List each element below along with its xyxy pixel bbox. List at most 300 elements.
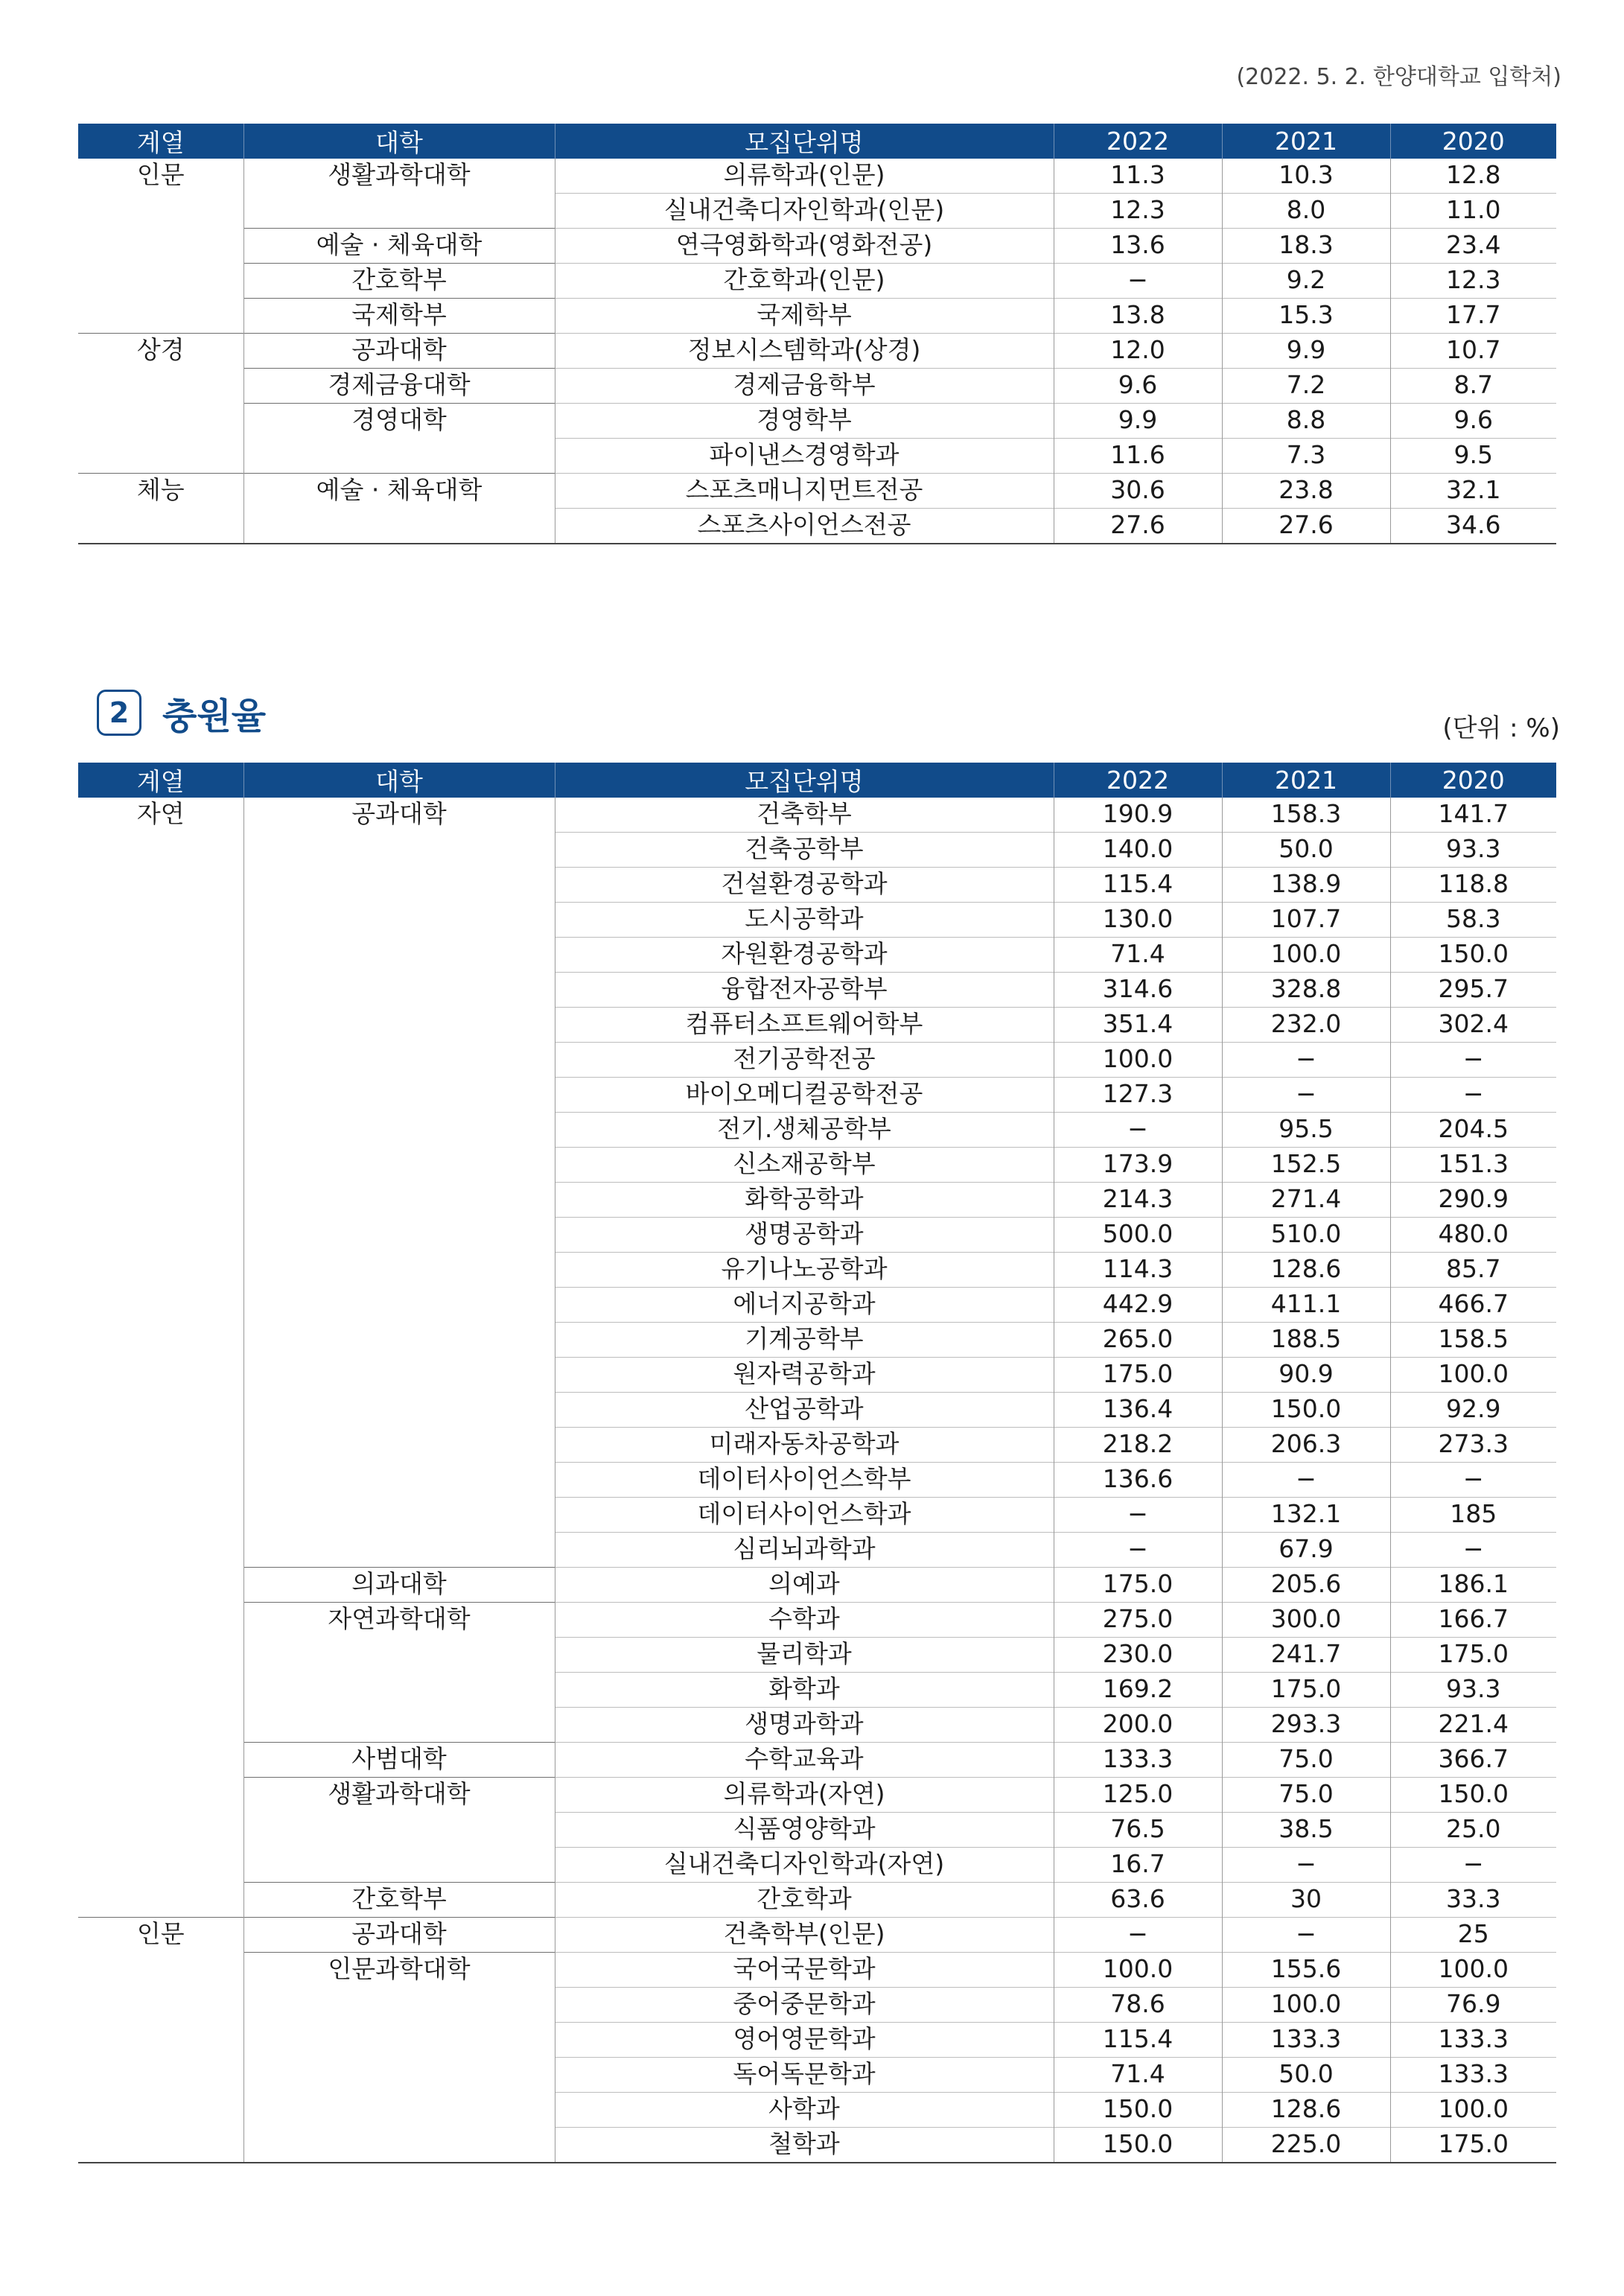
college-cell: 국제학부 [243,299,555,334]
value-2020-cell: 221.4 [1390,1708,1556,1743]
value-2022-cell: 230.0 [1054,1638,1222,1673]
category-cell [78,299,243,334]
unit-cell: 의류학과(인문) [555,159,1054,194]
table-row [78,1113,1556,1148]
value-2020-cell: 12.3 [1390,264,1556,299]
category-cell [78,404,243,439]
value-2020-cell: 9.6 [1390,404,1556,439]
unit-cell: 스포츠사이언스전공 [555,509,1054,544]
table-row [78,1078,1556,1113]
category-cell [78,1428,243,1463]
header-2022: 2022 [1054,763,1222,798]
value-2021-cell: 9.2 [1222,264,1390,299]
college-cell: 경영대학 [243,404,555,439]
college-cell [243,1393,555,1428]
value-2020-cell: 158.5 [1390,1323,1556,1358]
unit-cell: 자원환경공학과 [555,938,1054,973]
value-2022-cell: 265.0 [1054,1323,1222,1358]
table-row [78,474,1556,509]
fill-rate-table [78,763,1556,2163]
value-2020-cell: 93.3 [1390,1673,1556,1708]
table-row [78,833,1556,868]
college-cell [243,1673,555,1708]
value-2022-cell: 442.9 [1054,1288,1222,1323]
value-2021-cell: − [1222,1463,1390,1498]
unit-cell: 전기.생체공학부 [555,1113,1054,1148]
college-cell [243,439,555,474]
unit-cell: 유기나노공학과 [555,1253,1054,1288]
value-2022-cell: 175.0 [1054,1568,1222,1603]
category-cell [78,1533,243,1568]
unit-cell: 바이오메디컬공학전공 [555,1078,1054,1113]
unit-cell: 실내건축디자인학과(인문) [555,194,1054,229]
college-cell [243,1533,555,1568]
college-cell [243,1008,555,1043]
table-row [78,798,1556,833]
table-row [78,1323,1556,1358]
value-2021-cell: 50.0 [1222,833,1390,868]
table-header [78,124,1556,159]
table-row [78,1778,1556,1813]
table-row [78,903,1556,938]
value-2022-cell: 115.4 [1054,2023,1222,2058]
table-row [78,1673,1556,1708]
value-2021-cell: − [1222,1918,1390,1953]
category-cell [78,439,243,474]
category-cell [78,1218,243,1253]
value-2021-cell: 188.5 [1222,1323,1390,1358]
value-2020-cell: 25.0 [1390,1813,1556,1848]
table-row [78,2128,1556,2163]
college-cell: 경제금융대학 [243,369,555,404]
value-2022-cell: 13.8 [1054,299,1222,334]
value-2022-cell: 13.6 [1054,229,1222,264]
value-2022-cell: 12.3 [1054,194,1222,229]
value-2020-cell: 23.4 [1390,229,1556,264]
value-2020-cell: 204.5 [1390,1113,1556,1148]
section-title [97,687,266,739]
category-cell [78,1813,243,1848]
value-2021-cell: 95.5 [1222,1113,1390,1148]
value-2021-cell: 510.0 [1222,1218,1390,1253]
value-2021-cell: 90.9 [1222,1358,1390,1393]
unit-cell: 화학공학과 [555,1183,1054,1218]
unit-cell: 식품영양학과 [555,1813,1054,1848]
value-2022-cell: 173.9 [1054,1148,1222,1183]
category-cell [78,1358,243,1393]
value-2021-cell: 205.6 [1222,1568,1390,1603]
value-2021-cell: 132.1 [1222,1498,1390,1533]
category-cell [78,1043,243,1078]
unit-cell: 간호학과 [555,1883,1054,1918]
value-2022-cell: − [1054,264,1222,299]
unit-cell: 융합전자공학부 [555,973,1054,1008]
value-2021-cell: 328.8 [1222,973,1390,1008]
value-2021-cell: 128.6 [1222,2093,1390,2128]
college-cell [243,1358,555,1393]
value-2022-cell: 100.0 [1054,1043,1222,1078]
college-cell [243,194,555,229]
value-2022-cell: 175.0 [1054,1358,1222,1393]
value-2021-cell: 75.0 [1222,1778,1390,1813]
college-cell [243,868,555,903]
unit-cell: 도시공학과 [555,903,1054,938]
table-row [78,1603,1556,1638]
category-cell [78,1498,243,1533]
college-cell: 사범대학 [243,1743,555,1778]
unit-cell: 중어중문학과 [555,1988,1054,2023]
category-cell [78,2058,243,2093]
value-2022-cell: 133.3 [1054,1743,1222,1778]
category-cell [78,1778,243,1813]
college-cell: 간호학부 [243,264,555,299]
unit-cell: 철학과 [555,2128,1054,2163]
table-row [78,194,1556,229]
college-cell: 공과대학 [243,798,555,833]
value-2022-cell: 190.9 [1054,798,1222,833]
table-row [78,299,1556,334]
header-category: 계열 [78,763,243,798]
unit-cell: 생명과학과 [555,1708,1054,1743]
table-row [78,1918,1556,1953]
college-cell [243,1848,555,1883]
value-2021-cell: 38.5 [1222,1813,1390,1848]
value-2020-cell: 85.7 [1390,1253,1556,1288]
category-cell [78,1988,243,2023]
table-row [78,1568,1556,1603]
unit-note: (단위 : %) [1442,713,1560,743]
college-cell [243,1253,555,1288]
value-2022-cell: 71.4 [1054,938,1222,973]
college-cell [243,1183,555,1218]
category-cell [78,264,243,299]
category-cell [78,369,243,404]
category-cell [78,2093,243,2128]
table-row [78,1043,1556,1078]
competition-rate-table [78,124,1556,544]
unit-cell: 의예과 [555,1568,1054,1603]
value-2022-cell: 71.4 [1054,2058,1222,2093]
table-row [78,1848,1556,1883]
value-2021-cell: 152.5 [1222,1148,1390,1183]
value-2021-cell: 9.9 [1222,334,1390,369]
table-row [78,264,1556,299]
value-2020-cell: 141.7 [1390,798,1556,833]
unit-cell: 스포츠매니지먼트전공 [555,474,1054,509]
value-2022-cell: 9.9 [1054,404,1222,439]
table-row [78,1253,1556,1288]
unit-cell: 실내건축디자인학과(자연) [555,1848,1054,1883]
college-cell: 의과대학 [243,1568,555,1603]
table-row [78,369,1556,404]
table-row [78,1708,1556,1743]
value-2021-cell: 293.3 [1222,1708,1390,1743]
value-2022-cell: 275.0 [1054,1603,1222,1638]
table-row [78,159,1556,194]
table-header [78,763,1556,798]
value-2020-cell: 302.4 [1390,1008,1556,1043]
value-2022-cell: 114.3 [1054,1253,1222,1288]
table-row [78,1008,1556,1043]
table-row [78,1533,1556,1568]
category-cell [78,938,243,973]
header-2020: 2020 [1390,763,1556,798]
college-cell [243,1078,555,1113]
unit-cell: 기계공학부 [555,1323,1054,1358]
value-2021-cell: 10.3 [1222,159,1390,194]
category-cell [78,2128,243,2163]
unit-cell: 데이터사이언스학부 [555,1463,1054,1498]
value-2020-cell: 100.0 [1390,2093,1556,2128]
value-2020-cell: 480.0 [1390,1218,1556,1253]
category-cell [78,1708,243,1743]
category-cell [78,1463,243,1498]
table-row [78,1883,1556,1918]
table-row [78,1813,1556,1848]
value-2021-cell: 107.7 [1222,903,1390,938]
category-cell [78,1183,243,1218]
table-row [78,1463,1556,1498]
header-2022: 2022 [1054,124,1222,159]
value-2021-cell: 7.3 [1222,439,1390,474]
unit-cell: 의류학과(자연) [555,1778,1054,1813]
table-row [78,1988,1556,2023]
category-cell [78,194,243,229]
value-2021-cell: 27.6 [1222,509,1390,544]
table-row [78,1638,1556,1673]
college-cell [243,1218,555,1253]
value-2022-cell: 136.6 [1054,1463,1222,1498]
unit-cell: 전기공학전공 [555,1043,1054,1078]
college-cell [243,2128,555,2163]
college-cell [243,2093,555,2128]
college-cell [243,938,555,973]
college-cell: 예술 · 체육대학 [243,474,555,509]
category-cell [78,1113,243,1148]
header-college: 대학 [243,124,555,159]
unit-cell: 물리학과 [555,1638,1054,1673]
value-2021-cell: 67.9 [1222,1533,1390,1568]
value-2020-cell: 76.9 [1390,1988,1556,2023]
value-2021-cell: 175.0 [1222,1673,1390,1708]
college-cell [243,1323,555,1358]
category-cell [78,229,243,264]
value-2022-cell: 9.6 [1054,369,1222,404]
college-cell [243,833,555,868]
unit-cell: 독어독문학과 [555,2058,1054,2093]
value-2021-cell: 75.0 [1222,1743,1390,1778]
college-cell: 예술 · 체육대학 [243,229,555,264]
unit-cell: 산업공학과 [555,1393,1054,1428]
header-2020: 2020 [1390,124,1556,159]
value-2022-cell: 169.2 [1054,1673,1222,1708]
table-row [78,334,1556,369]
value-2020-cell: 186.1 [1390,1568,1556,1603]
value-2020-cell: 151.3 [1390,1148,1556,1183]
category-cell: 인문 [78,1918,243,1953]
value-2020-cell: 58.3 [1390,903,1556,938]
value-2020-cell: 9.5 [1390,439,1556,474]
header-category: 계열 [78,124,243,159]
college-cell: 자연과학대학 [243,1603,555,1638]
college-cell [243,1043,555,1078]
college-cell [243,509,555,544]
header-2021: 2021 [1222,763,1390,798]
value-2021-cell: 155.6 [1222,1953,1390,1988]
value-2020-cell: 12.8 [1390,159,1556,194]
college-cell: 간호학부 [243,1883,555,1918]
category-cell [78,1008,243,1043]
value-2020-cell: 33.3 [1390,1883,1556,1918]
header-unit: 모집단위명 [555,763,1054,798]
category-cell [78,973,243,1008]
category-cell [78,1638,243,1673]
table-row [78,1288,1556,1323]
category-cell [78,1883,243,1918]
category-cell [78,1848,243,1883]
value-2021-cell: 100.0 [1222,1988,1390,2023]
value-2020-cell: 118.8 [1390,868,1556,903]
college-cell [243,2058,555,2093]
value-2021-cell: 15.3 [1222,299,1390,334]
value-2020-cell: 366.7 [1390,1743,1556,1778]
category-cell [78,1743,243,1778]
value-2022-cell: 314.6 [1054,973,1222,1008]
value-2022-cell: 500.0 [1054,1218,1222,1253]
value-2020-cell: − [1390,1043,1556,1078]
header-unit: 모집단위명 [555,124,1054,159]
value-2021-cell: 225.0 [1222,2128,1390,2163]
college-cell [243,2023,555,2058]
college-cell [243,1288,555,1323]
college-cell: 공과대학 [243,1918,555,1953]
category-cell [78,1078,243,1113]
unit-cell: 생명공학과 [555,1218,1054,1253]
category-cell [78,1148,243,1183]
value-2020-cell: 17.7 [1390,299,1556,334]
value-2021-cell: − [1222,1043,1390,1078]
unit-cell: 신소재공학부 [555,1148,1054,1183]
unit-cell: 국제학부 [555,299,1054,334]
college-cell: 생활과학대학 [243,1778,555,1813]
value-2020-cell: 32.1 [1390,474,1556,509]
value-2020-cell: 290.9 [1390,1183,1556,1218]
value-2022-cell: 11.3 [1054,159,1222,194]
table-row [78,2023,1556,2058]
college-cell: 생활과학대학 [243,159,555,194]
value-2021-cell: 158.3 [1222,798,1390,833]
category-cell [78,1568,243,1603]
college-cell [243,903,555,938]
value-2020-cell: 273.3 [1390,1428,1556,1463]
value-2020-cell: 8.7 [1390,369,1556,404]
unit-cell: 간호학과(인문) [555,264,1054,299]
header-college: 대학 [243,763,555,798]
unit-cell: 건축학부 [555,798,1054,833]
value-2021-cell: 411.1 [1222,1288,1390,1323]
unit-cell: 원자력공학과 [555,1358,1054,1393]
college-cell [243,1113,555,1148]
table-row [78,1953,1556,1988]
value-2021-cell: 8.0 [1222,194,1390,229]
college-cell [243,973,555,1008]
value-2020-cell: 175.0 [1390,2128,1556,2163]
unit-cell: 국어국문학과 [555,1953,1054,1988]
value-2021-cell: 271.4 [1222,1183,1390,1218]
unit-cell: 연극영화학과(영화전공) [555,229,1054,264]
college-cell [243,1638,555,1673]
value-2022-cell: 140.0 [1054,833,1222,868]
value-2022-cell: 16.7 [1054,1848,1222,1883]
value-2020-cell: − [1390,1078,1556,1113]
unit-cell: 건축공학부 [555,833,1054,868]
table-row [78,1393,1556,1428]
value-2022-cell: 127.3 [1054,1078,1222,1113]
value-2020-cell: 166.7 [1390,1603,1556,1638]
value-2022-cell: 200.0 [1054,1708,1222,1743]
value-2021-cell: 133.3 [1222,2023,1390,2058]
value-2021-cell: 50.0 [1222,2058,1390,2093]
college-cell: 공과대학 [243,334,555,369]
category-cell: 자연 [136,799,185,828]
category-cell [78,1673,243,1708]
unit-cell: 화학과 [555,1673,1054,1708]
value-2020-cell: − [1390,1848,1556,1883]
college-cell [243,1148,555,1183]
category-cell: 체능 [78,474,243,509]
table-row [78,439,1556,474]
value-2022-cell: 27.6 [1054,509,1222,544]
table-row [78,1183,1556,1218]
value-2021-cell: 150.0 [1222,1393,1390,1428]
value-2021-cell: 241.7 [1222,1638,1390,1673]
unit-cell: 에너지공학과 [555,1288,1054,1323]
unit-cell: 정보시스템학과(상경) [555,334,1054,369]
value-2021-cell: 18.3 [1222,229,1390,264]
value-2022-cell: 11.6 [1054,439,1222,474]
table-row [78,868,1556,903]
table-row [78,1743,1556,1778]
value-2022-cell: − [1054,1918,1222,1953]
college-cell [243,1708,555,1743]
value-2020-cell: 133.3 [1390,2058,1556,2093]
value-2020-cell: 175.0 [1390,1638,1556,1673]
table-row [78,1148,1556,1183]
college-cell [243,1498,555,1533]
value-2022-cell: 214.3 [1054,1183,1222,1218]
value-2022-cell: − [1054,1533,1222,1568]
value-2020-cell: 466.7 [1390,1288,1556,1323]
value-2022-cell: 150.0 [1054,2128,1222,2163]
value-2022-cell: 136.4 [1054,1393,1222,1428]
table-row [78,509,1556,544]
value-2020-cell: − [1390,1463,1556,1498]
value-2020-cell: 295.7 [1390,973,1556,1008]
unit-cell: 수학교육과 [555,1743,1054,1778]
table-row [78,973,1556,1008]
table-row [78,229,1556,264]
value-2022-cell: 218.2 [1054,1428,1222,1463]
value-2022-cell: 63.6 [1054,1883,1222,1918]
category-cell [78,1393,243,1428]
table-row [78,1428,1556,1463]
college-cell [243,1813,555,1848]
value-2020-cell: − [1390,1533,1556,1568]
unit-cell: 컴퓨터소프트웨어학부 [555,1008,1054,1043]
value-2021-cell: 206.3 [1222,1428,1390,1463]
value-2022-cell: 351.4 [1054,1008,1222,1043]
category-cell [78,1253,243,1288]
